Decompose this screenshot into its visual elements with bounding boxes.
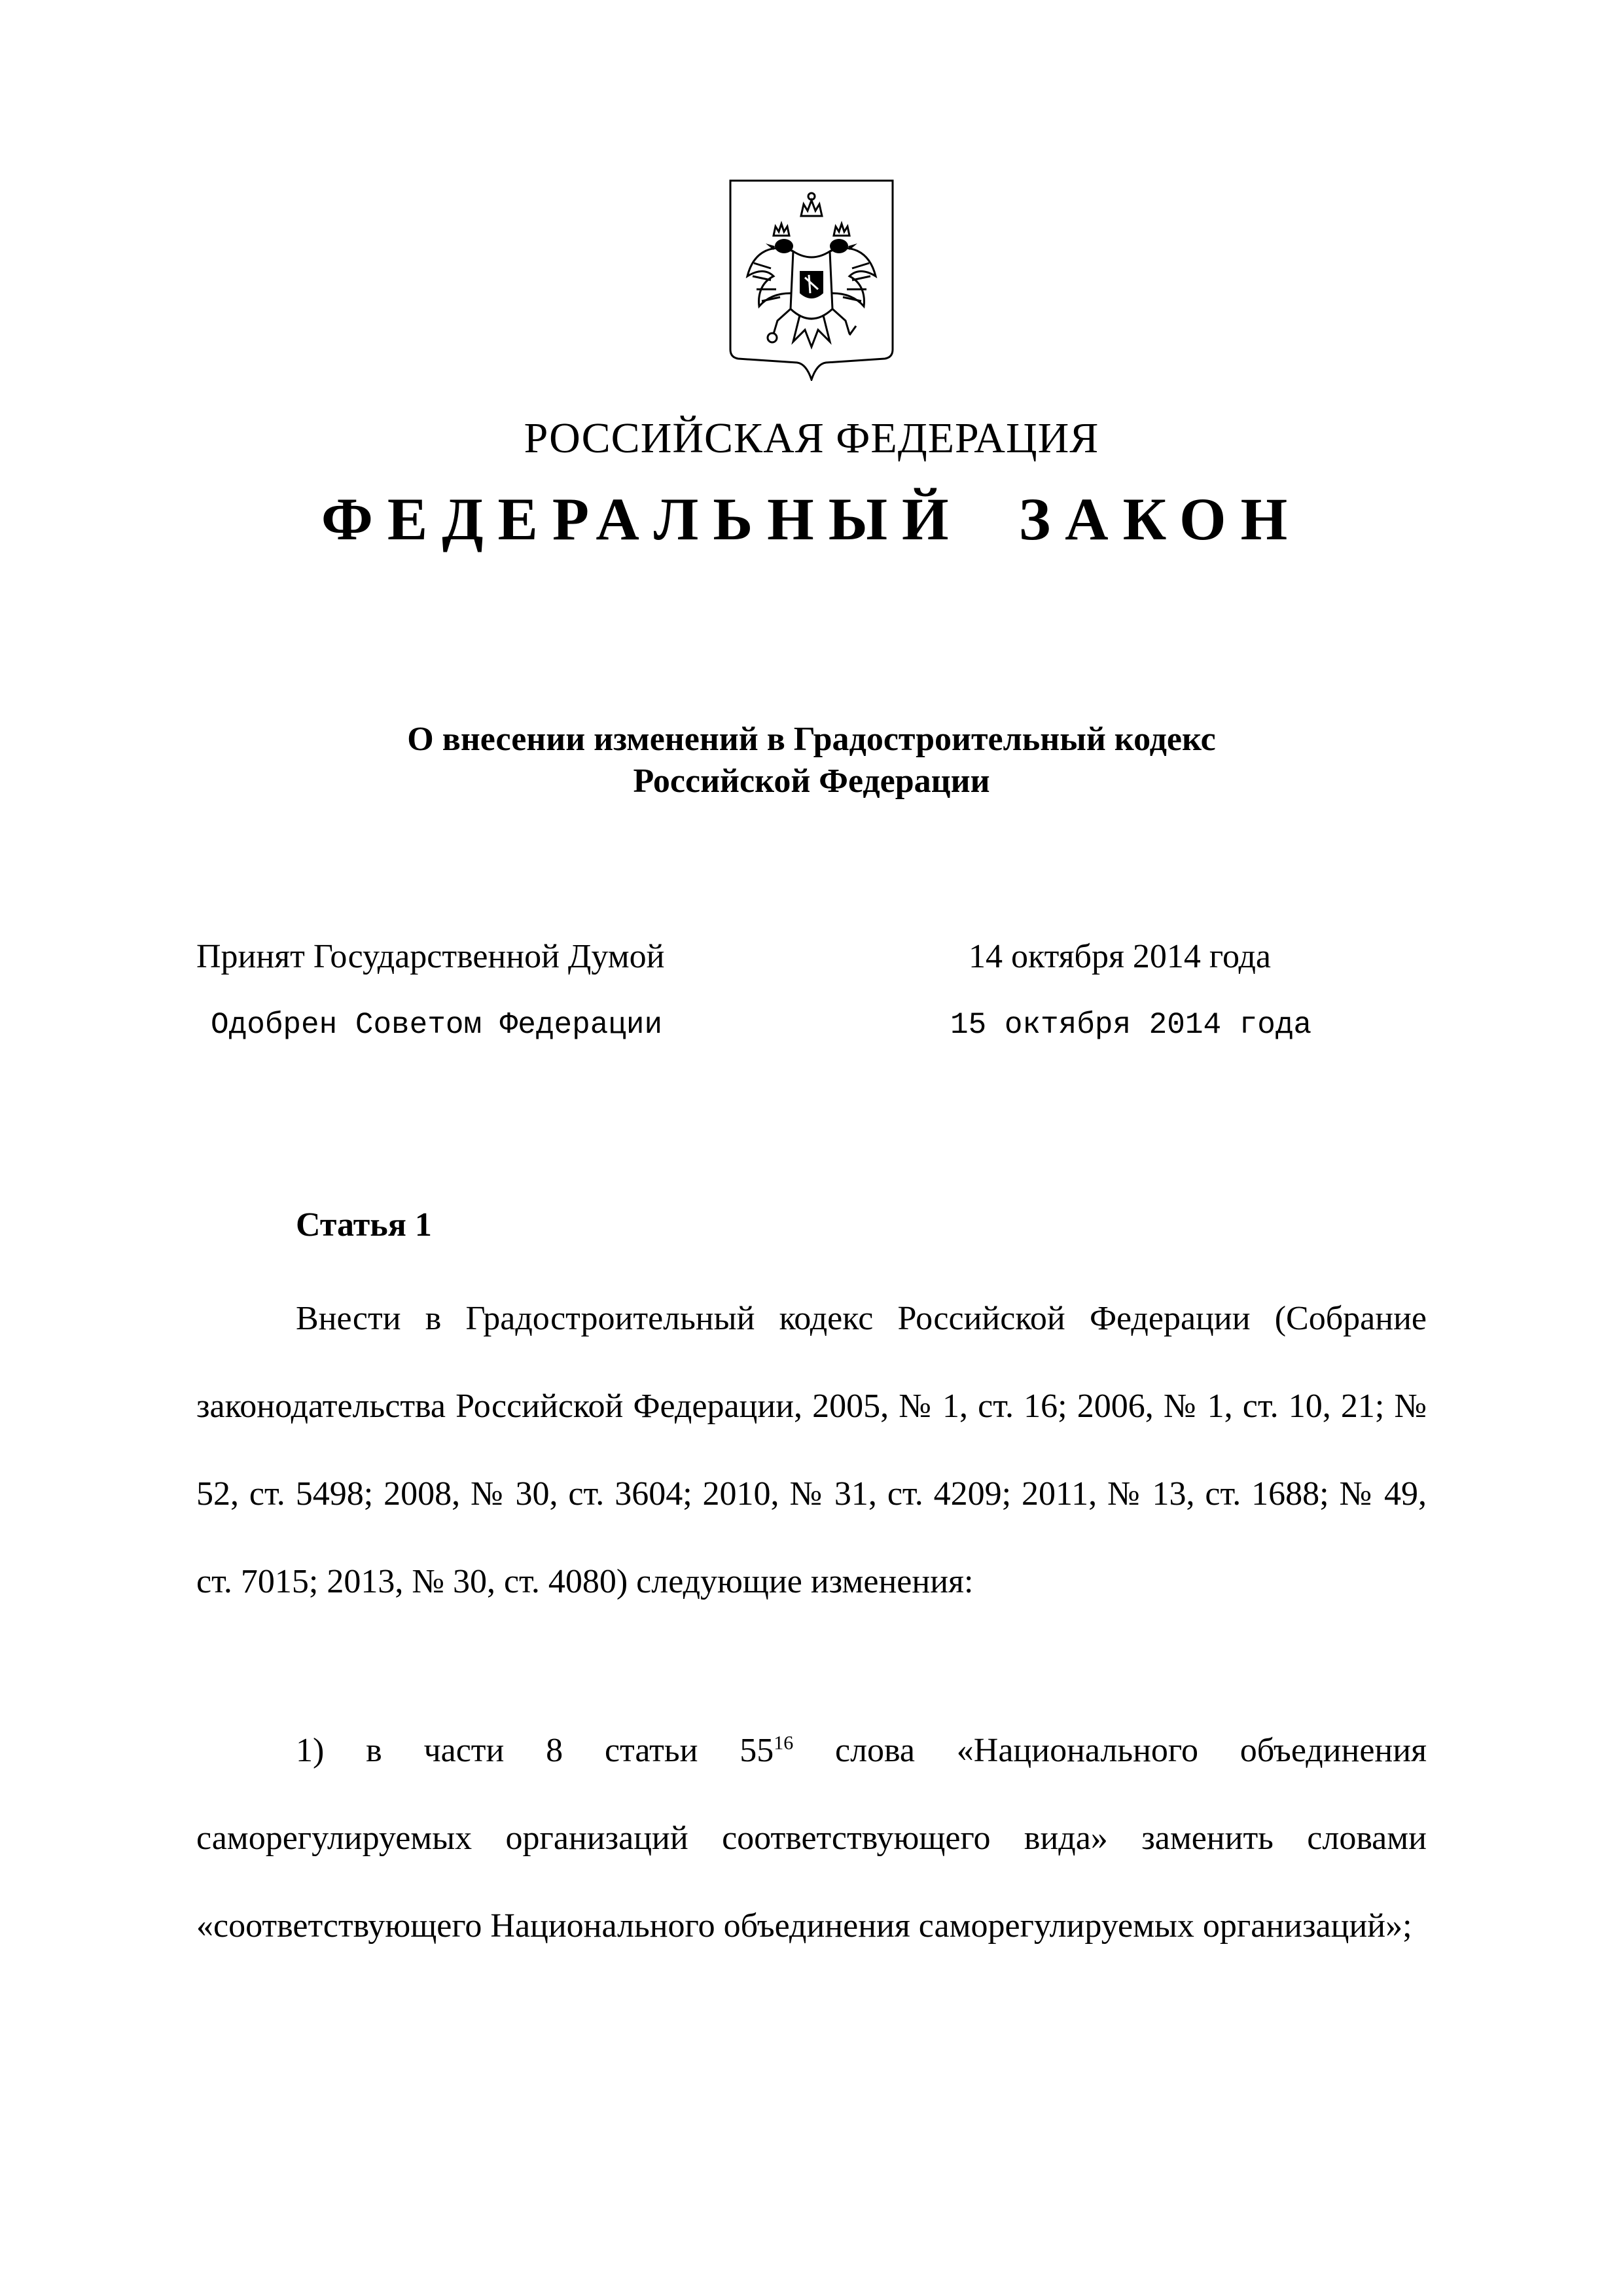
article-heading: Статья 1 <box>296 1206 432 1244</box>
duma-adoption-label: Принят Государственной Думой <box>196 938 665 975</box>
item-1-superscript: 16 <box>774 1732 794 1754</box>
article-item-1-paragraph <box>196 1707 1427 1970</box>
coat-of-arms-emblem <box>728 178 895 381</box>
council-approval-label: Одобрен Советом Федерации <box>211 1008 663 1042</box>
russian-coat-of-arms-icon <box>728 178 895 381</box>
duma-adoption-date: 14 октября 2014 года <box>969 938 1271 975</box>
country-heading: РОССИЙСКАЯ ФЕДЕРАЦИЯ <box>524 414 1099 462</box>
law-title-line-1: О внесении изменений в Градостроительный кодекс <box>407 721 1216 758</box>
item-1-text-start: 1) в части 8 статьи 55 <box>296 1732 774 1769</box>
document-type-heading: ФЕДЕРАЛЬНЫЙ ЗАКОН <box>321 486 1302 552</box>
law-title <box>0 719 1623 802</box>
council-approval-date: 15 октября 2014 года <box>950 1008 1312 1042</box>
law-title-line-2: Российской Федерации <box>633 762 990 800</box>
item-1-text-end: слова «Национального объединения саморегулируемых организаций соответствующего вида» заменить словами «соответствующего Национального объединения саморегулируемых организаций»; <box>196 1732 1427 1945</box>
article-intro-paragraph: Внести в Градостроительный кодекс Российской Федерации (Собрание законодательства Российской Федерации, 2005, № 1, ст. 16; 2006, № 1, ст. 10, 21; № 52, ст. 5498; 2008, № 30, ст. 3604; 2010, № 31, ст. 4209; 2011, № 13, ст. 1688; № 49, ст. 7015; 2013, № 30, ст. 4080) следующие изменения: <box>196 1300 1427 1600</box>
